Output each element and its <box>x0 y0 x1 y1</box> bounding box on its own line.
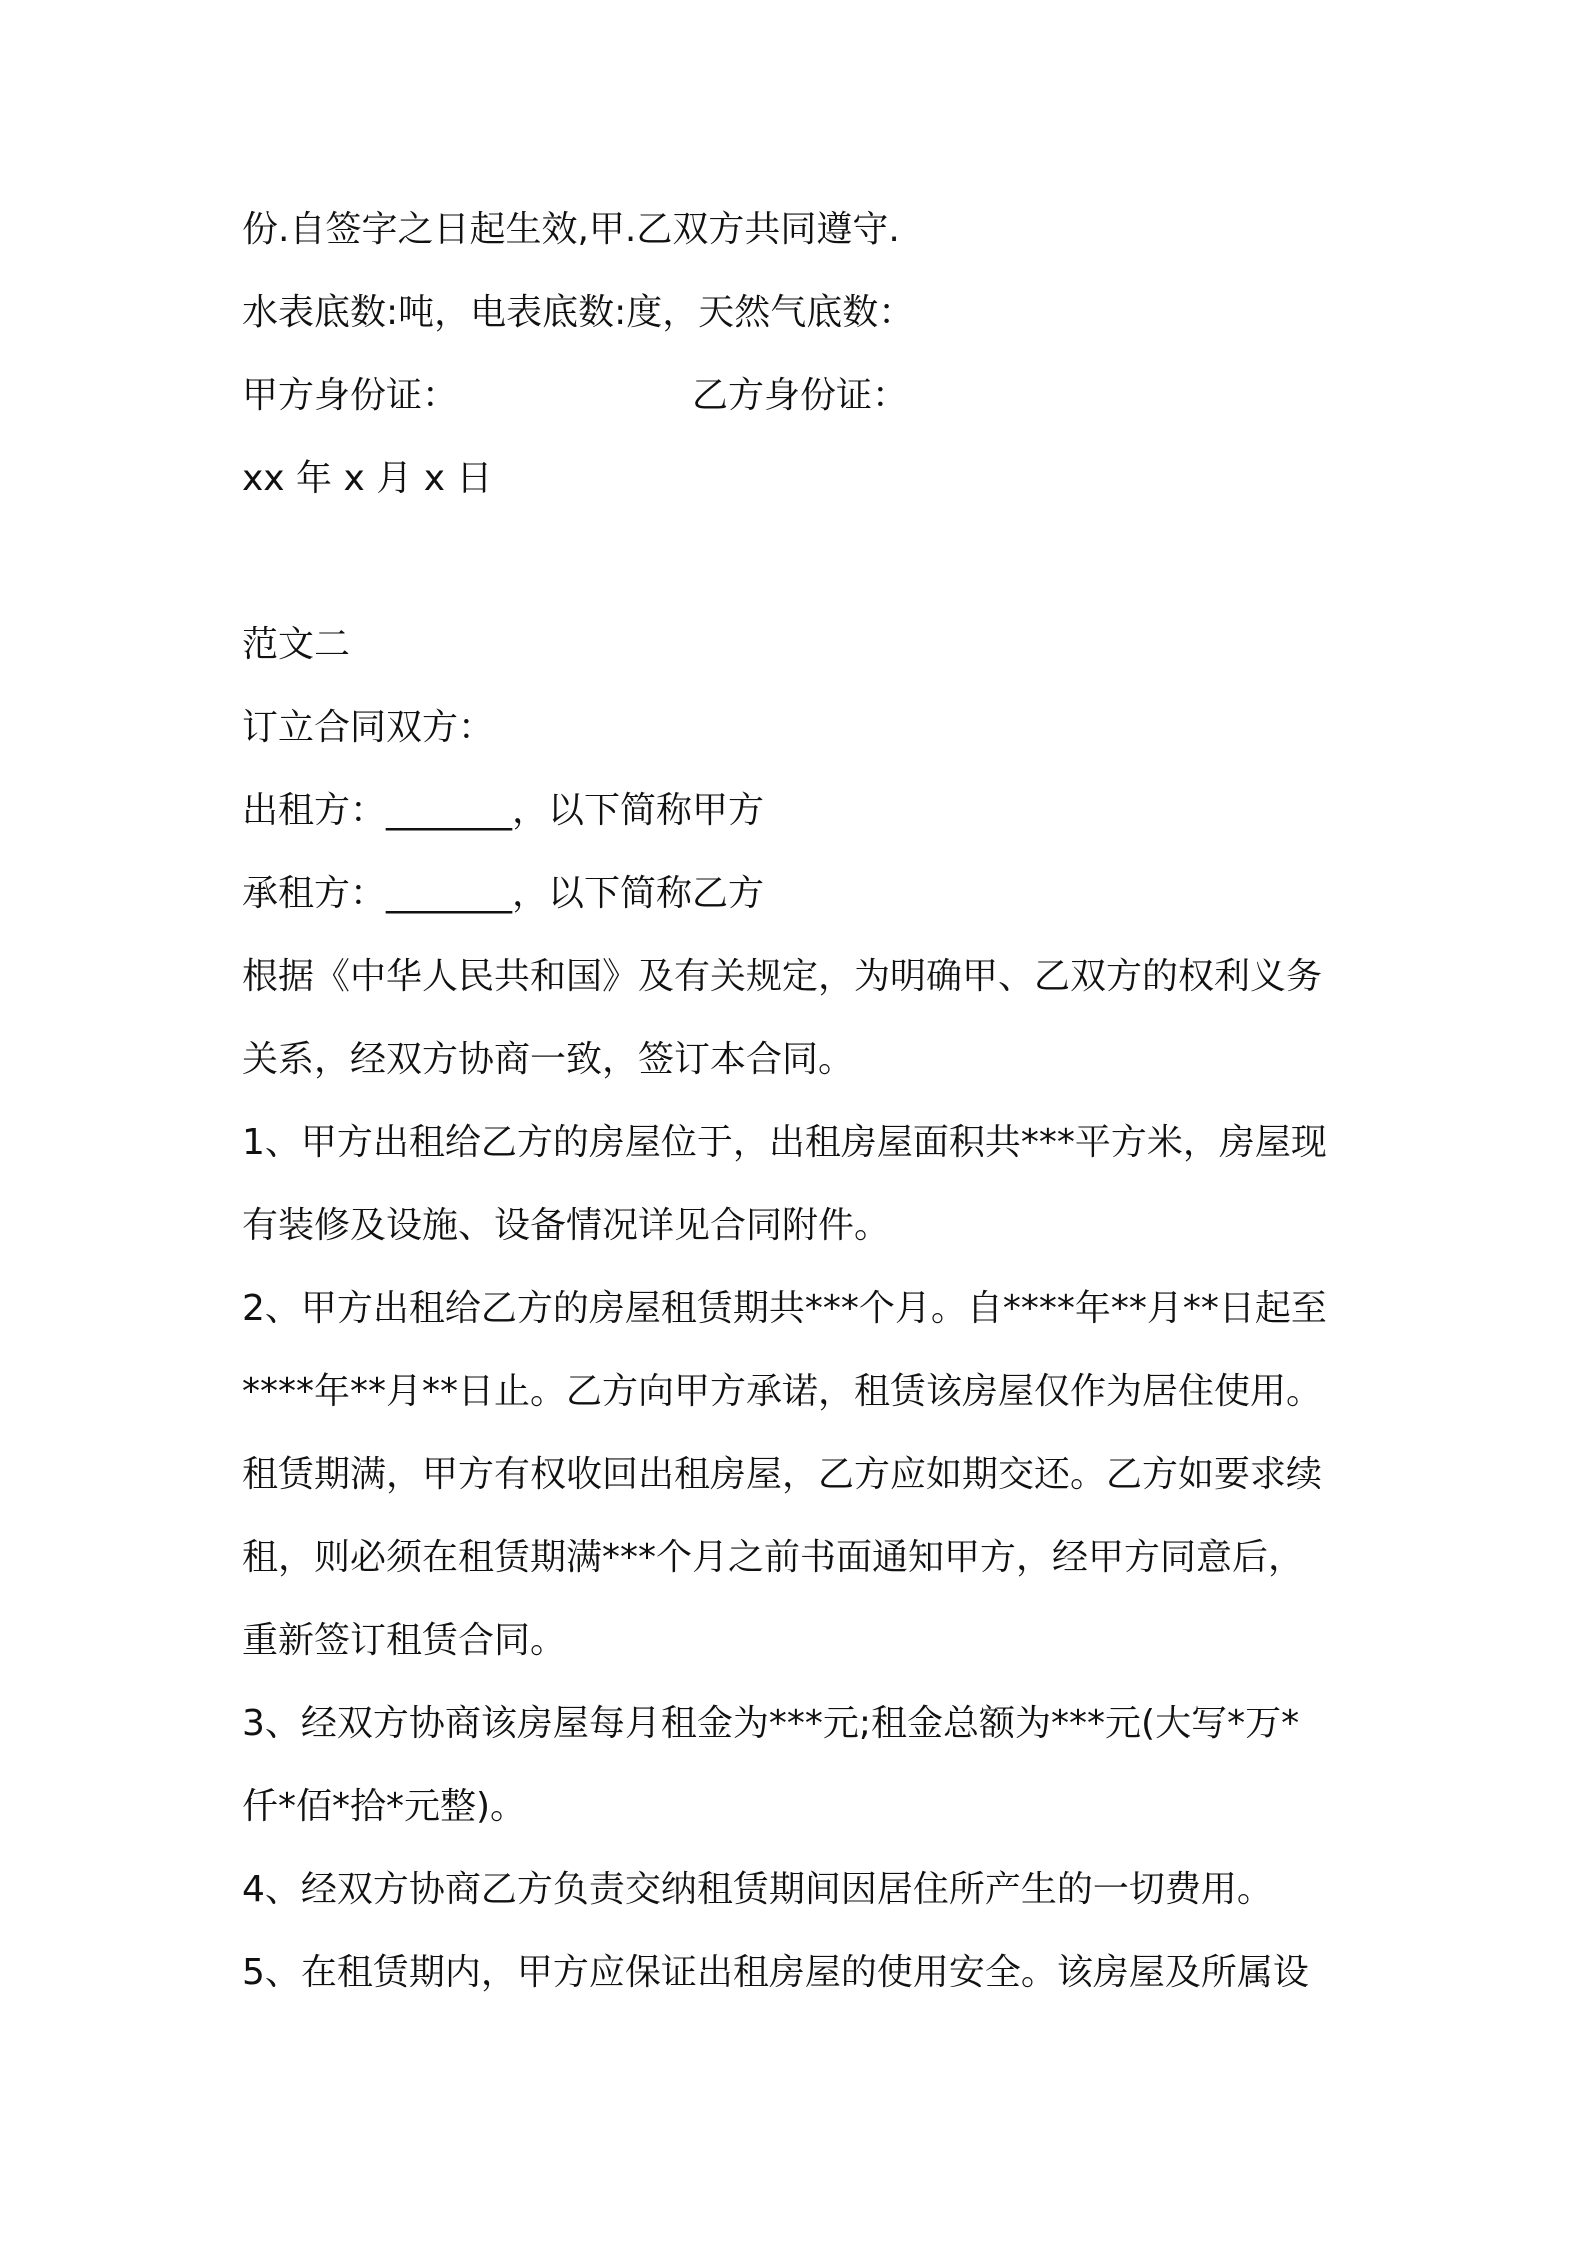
text-line: ****年**月**日止。乙方向甲方承诺，租赁该房屋仅作为居住使用。 <box>242 1371 1323 1412</box>
text-line: 1、甲方出租给乙方的房屋位于，出租房屋面积共***平方米，房屋现 <box>242 1122 1327 1163</box>
text-line: 2、甲方出租给乙方的房屋租赁期共***个月。自****年**月**日起至 <box>242 1288 1327 1329</box>
text-line: 4、经双方协商乙方负责交纳租赁期间因居住所产生的一切费用。 <box>242 1869 1273 1910</box>
id-row-right <box>692 374 908 418</box>
text-line: 出租方：_______，以下简称甲方 <box>242 790 765 831</box>
party-a-id-label: 甲方身份证： <box>242 375 459 416</box>
text-line: 承租方：_______，以下简称乙方 <box>242 873 765 914</box>
id-row <box>242 374 458 418</box>
text-line: 关系，经双方协商一致，签订本合同。 <box>242 1039 855 1080</box>
party-b-id-label: 乙方身份证： <box>692 375 909 416</box>
date-line: xx 年 x 月 x 日 <box>242 458 493 499</box>
text-line: 有装修及设施、设备情况详见合同附件。 <box>242 1205 891 1246</box>
text-line: 水表底数:吨，电表底数:度，天然气底数： <box>242 292 915 333</box>
text-line: 订立合同双方： <box>242 707 495 748</box>
text-line: 重新签订租赁合同。 <box>242 1620 567 1661</box>
text-line: 份.自签字之日起生效,甲.乙双方共同遵守. <box>242 209 900 250</box>
text-line: 3、经双方协商该房屋每月租金为***元;租金总额为***元(大写*万* <box>242 1703 1300 1744</box>
text-line: 仟*佰*拾*元整)。 <box>242 1786 527 1827</box>
text-line: 根据《中华人民共和国》及有关规定，为明确甲、乙双方的权利义务 <box>242 956 1323 997</box>
section-heading: 范文二 <box>242 624 351 665</box>
text-line: 租赁期满，甲方有权收回出租房屋，乙方应如期交还。乙方如要求续 <box>242 1454 1323 1495</box>
text-line: 5、在租赁期内，甲方应保证出租房屋的使用安全。该房屋及所属设 <box>242 1952 1309 1993</box>
text-line: 租，则必须在租赁期满***个月之前书面通知甲方，经甲方同意后， <box>242 1537 1305 1578</box>
